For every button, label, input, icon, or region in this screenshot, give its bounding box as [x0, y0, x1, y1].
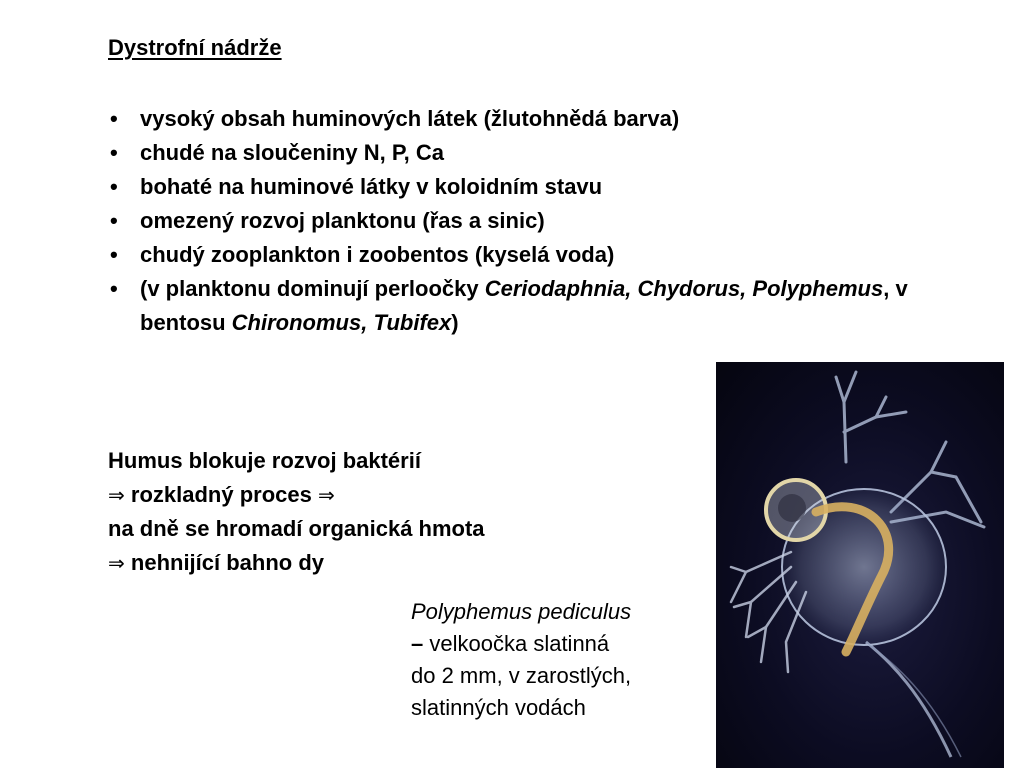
bullet-dot-icon: •: [110, 140, 118, 165]
caption-line-2: do 2 mm, v zarostlých,: [411, 663, 632, 688]
caption-line-3: slatinných vodách: [411, 695, 586, 720]
species-name: Polyphemus pediculus: [411, 599, 632, 624]
bullet-item: [108, 136, 938, 170]
implies-arrow-icon: ⇒: [317, 483, 335, 507]
caption-common-name: velkoočka slatinná: [429, 631, 610, 656]
slide-title: Dystrofní nádrže: [108, 35, 282, 60]
bullet-item-genera: [108, 272, 938, 340]
photo-caption: [411, 596, 631, 724]
bullet-item: [108, 102, 938, 136]
implies-arrow-icon: ⇒: [108, 483, 125, 507]
bullet-text-part: (v planktonu dominují perloočky: [140, 276, 485, 301]
humus-block: [108, 444, 485, 580]
bullet-text: chudý zooplankton i zoobentos (kyselá voda): [140, 242, 615, 267]
bullet-dot-icon: •: [110, 174, 118, 199]
bullet-dot-icon: •: [110, 106, 118, 131]
bullet-text: chudé na sloučeniny N, P, Ca: [140, 140, 445, 165]
bullet-dot-icon: •: [110, 242, 118, 267]
bullet-dot-icon: •: [110, 208, 118, 233]
caption-dash: –: [411, 631, 424, 656]
bullet-dot-icon: •: [110, 276, 118, 301]
implies-arrow-icon: ⇒: [108, 551, 125, 575]
humus-line-4: [108, 546, 485, 580]
bullet-text: vysoký obsah huminových látek (žlutohnědá barva): [140, 106, 680, 131]
bullet-text: omezený rozvoj planktonu (řas a sinic): [140, 208, 545, 233]
bullet-text-part: ): [451, 310, 459, 335]
bullet-item: [108, 170, 938, 204]
humus-line-1: Humus blokuje rozvoj baktérií: [108, 448, 421, 473]
genera-plankton: Ceriodaphnia, Chydorus, Polyphemus: [484, 276, 884, 301]
genera-benthos: Chironomus, Tubifex: [231, 310, 452, 335]
bullet-list: [108, 102, 938, 340]
humus-mud-text: nehnijící bahno dy: [130, 550, 325, 575]
bullet-item: [108, 204, 938, 238]
water-flea-illustration: [716, 362, 1004, 768]
bullet-text-part: , v bentosu: [140, 276, 908, 335]
bullet-text: bohaté na huminové látky v koloidním stavu: [140, 174, 603, 199]
bullet-item: [108, 238, 938, 272]
humus-process-text: rozkladný proces: [130, 482, 312, 507]
polyphemus-photo: [716, 362, 1004, 768]
humus-line-3: na dně se hromadí organická hmota: [108, 516, 485, 541]
caption-line-1: [411, 628, 631, 660]
humus-line-2: [108, 478, 485, 512]
